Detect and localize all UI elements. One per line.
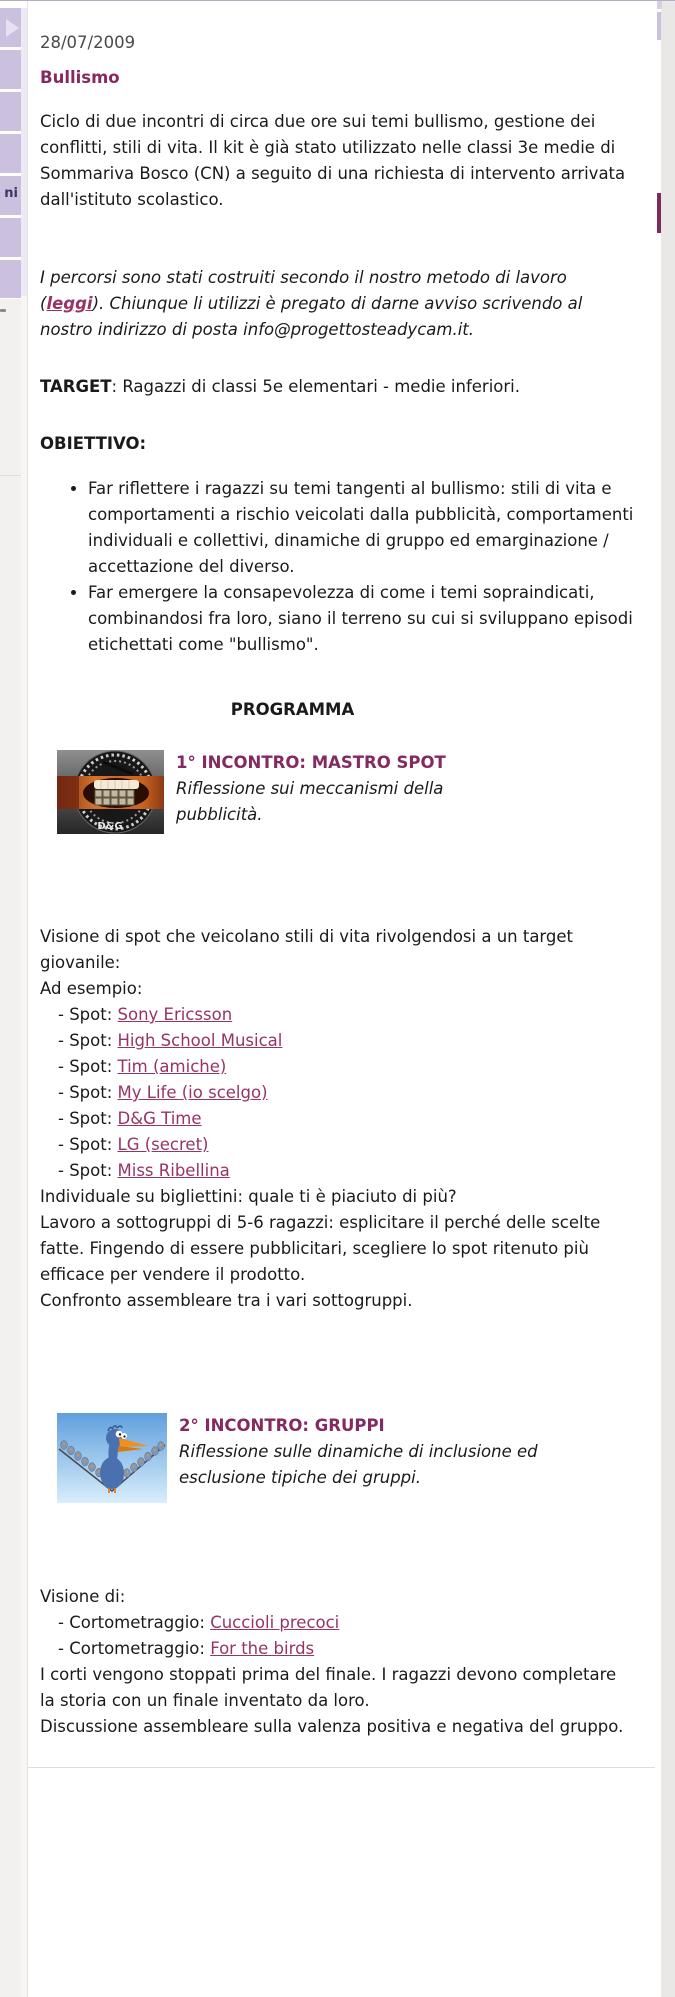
sidebar-item-5[interactable]: [0, 176, 21, 215]
spot-link-sony-ericsson[interactable]: Sony Ericsson: [117, 1005, 233, 1024]
corto-list-item: [40, 1636, 635, 1662]
sidebar-lower-panel: [0, 299, 21, 1997]
spot-link-my-life[interactable]: My Life (io scelgo): [117, 1083, 268, 1102]
corto-prefix: - Cortometraggio:: [58, 1639, 211, 1658]
sidebar-menu: [0, 8, 21, 301]
right-edge-strip: [661, 0, 675, 1997]
right-maroon-fragment: [657, 193, 661, 233]
spot-prefix: - Spot:: [58, 1083, 118, 1102]
spot-prefix: - Spot:: [58, 1161, 118, 1180]
spot-list-item: [40, 1002, 635, 1028]
incontro-1-title: 1° INCONTRO: MASTRO SPOT: [176, 753, 446, 772]
target-text: : Ragazzi di classi 5e elementari - medie inferiori.: [111, 377, 520, 396]
visione-label: Visione di:: [40, 1587, 126, 1606]
intro-paragraph: Ciclo di due incontri di circa due ore sui temi bullismo, gestione dei conflitti, stili di vita. Il kit è già stato utilizzato nelle classi 3e medie di Sommariva Bosco (CN) a seguito di una richiesta di intervento arrivata dall'istituto scolastico.: [40, 112, 626, 209]
spot-list-item: [40, 1132, 635, 1158]
right-lavender-fragment: [657, 12, 661, 40]
spot-list-item: [40, 1054, 635, 1080]
sidebar-item-4[interactable]: [0, 134, 21, 173]
corto-list-item: [40, 1610, 635, 1636]
incontro-1-row: [40, 750, 635, 834]
bottom-divider: [28, 1767, 655, 1768]
objective-bullet: • Far riflettere i ragazzi su temi tangenti al bullismo: stili di vita e comportamenti a rischio veicolati dalla pubblicità, comportamenti individuali e collettivi, dinamiche di gruppo ed emarginazione / accettazione del diverso.: [88, 476, 635, 580]
activity-line: Confronto assembleare tra i vari sottogruppi.: [40, 1291, 413, 1310]
target-paragraph: [40, 374, 635, 400]
article-date: 28/07/2009: [40, 33, 136, 52]
target-label: TARGET: [40, 377, 112, 396]
arrow-right-icon: [6, 19, 19, 37]
spot-link-lg-secret[interactable]: LG (secret): [117, 1135, 209, 1154]
sidebar-divider: [0, 475, 21, 476]
window-top-border: [0, 0, 675, 1]
main-content: [28, 0, 655, 1997]
objective-bullet: • Far emergere la consapevolezza di come i temi sopraindicati, combinandosi fra loro, siano il terreno su cui si sviluppano episodi etichettati come "bullismo".: [88, 580, 635, 658]
activity-line: Lavoro a sottogruppi di 5-6 ragazzi: esplicitare il perché delle scelte fatte. Fingendo di essere pubblicitari, scegliere lo spot ritenuto più efficace per vendere il prodotto.: [40, 1213, 601, 1284]
sidebar-item-label-fragment: ni: [4, 186, 18, 201]
incontro-1-subtitle: Riflessione sui meccanismi della pubblicità.: [176, 779, 444, 824]
spot-link-dg-time[interactable]: D&G Time: [117, 1109, 202, 1128]
incontro-2-row: [40, 1413, 635, 1503]
spot-prefix: - Spot:: [58, 1005, 118, 1024]
incontro-2-subtitle: Riflessione sulle dinamiche di inclusione ed esclusione tipiche dei gruppi.: [179, 1442, 538, 1487]
right-lavender-fragment-top: [657, 0, 662, 9]
finale-paragraph: Discussione assembleare sulla valenza positiva e negativa del gruppo.: [40, 1717, 624, 1736]
page-title: Bullismo: [40, 68, 120, 87]
sidebar-item-2[interactable]: [0, 50, 21, 89]
corto-link-cuccioli-precoci[interactable]: Cuccioli precoci: [210, 1613, 340, 1632]
objective-list: [40, 476, 635, 658]
objective-heading: OBIETTIVO:: [40, 434, 147, 453]
dg-brand-text: D&G: [97, 821, 123, 832]
spot-prefix: - Spot:: [58, 1135, 118, 1154]
sidebar-text-fragment: [0, 309, 6, 312]
activity-line: Individuale su bigliettini: quale ti è piaciuto di più?: [40, 1187, 457, 1206]
spot-list-item: [40, 1028, 635, 1054]
spots-intro: Visione di spot che veicolano stili di vita rivolgendosi a un target giovanile:: [40, 927, 574, 972]
spot-list-item: [40, 1158, 635, 1184]
left-sidebar-sliver: [0, 0, 27, 1997]
incontro-1-text: [176, 750, 506, 828]
spot-link-tim-amiche[interactable]: Tim (amiche): [117, 1057, 227, 1076]
finale-paragraph: I corti vengono stoppati prima del finale. I ragazzi devono completare la storia con un finale inventato da loro.: [40, 1665, 617, 1710]
spot-prefix: - Spot:: [58, 1031, 118, 1050]
first-incontro-activity: [40, 1184, 635, 1314]
spot-list-item: [40, 1080, 635, 1106]
mastro-spot-thumbnail: [57, 750, 164, 834]
method-paragraph: [40, 265, 635, 343]
incontro-2-text: [179, 1413, 619, 1491]
spot-prefix: - Spot:: [58, 1057, 118, 1076]
corto-prefix: - Cortometraggio:: [58, 1613, 211, 1632]
spot-link-miss-ribellina[interactable]: Miss Ribellina: [117, 1161, 230, 1180]
programma-heading: PROGRAMMA: [230, 700, 355, 719]
method-text-before: I percorsi sono stati costruiti secondo il nostro metodo di lavoro (: [40, 268, 567, 313]
spots-example-label: Ad esempio:: [40, 979, 143, 998]
spot-list-item: [40, 1106, 635, 1132]
incontro-2-title: 2° INCONTRO: GRUPPI: [179, 1416, 385, 1435]
corto-link-for-the-birds[interactable]: For the birds: [210, 1639, 315, 1658]
gruppi-thumbnail: [57, 1413, 167, 1503]
method-text-after: ). Chiunque li utilizzi è pregato di darne avviso scrivendo al nostro indirizzo di posta info@progettosteadycam.it.: [40, 294, 583, 339]
sidebar-item-3[interactable]: [0, 92, 21, 131]
spot-link-high-school-musical[interactable]: High School Musical: [117, 1031, 283, 1050]
sidebar-item-1[interactable]: [0, 8, 21, 47]
sidebar-item-6[interactable]: [0, 218, 21, 257]
spot-prefix: - Spot:: [58, 1109, 118, 1128]
sidebar-item-7[interactable]: [0, 260, 21, 298]
leggi-link[interactable]: leggi: [46, 294, 93, 313]
